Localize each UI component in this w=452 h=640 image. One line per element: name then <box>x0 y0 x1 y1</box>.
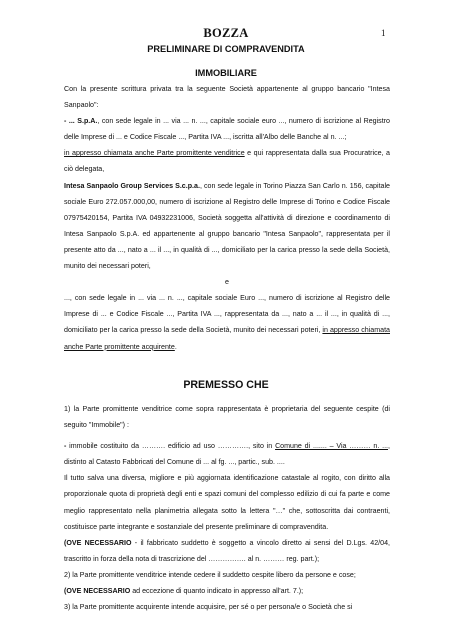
seller-company-details: , con sede legale in ... via ... n. ..., capitale sociale euro ..., numero di iscrizione al Registro delle Imprese di ... e Codice Fiscale ..., Partita IVA ..., iscritta all'Albo delle Banche al n. ...; <box>64 117 390 142</box>
draft-title: BOZZA <box>203 26 249 40</box>
exception-note <box>64 583 390 599</box>
property-bullet: - <box>64 442 67 451</box>
seller-company-name: - ... S.p.A. <box>64 117 98 126</box>
premises-section <box>64 401 390 615</box>
buyer-designation: in appresso chiamata anche Parte promittente acquirente <box>64 326 390 351</box>
premise-3: 3) la Parte promittente acquirente intende acquisire, per sé o per persona/e o Società che si <box>64 603 353 612</box>
conjunction: e <box>225 278 229 287</box>
proxy-company-paragraph <box>64 178 390 275</box>
buyer-period: . <box>174 342 177 351</box>
parties-section <box>64 81 390 355</box>
buyer-details: ..., con sede legale in ... via ... n. ..., capitale sociale Euro ..., numero di iscrizione al Registro delle Imprese di ... e Codice Fiscale ..., Partita IVA ..., rappresentata da ..., nato a ... il ..., in qualità di ..., domiciliato per la carica presso la sede della Società, munito dei necessari poteri, <box>64 294 390 335</box>
constraint-note-text: - il fabbricato suddetto è soggetto a vincolo diretto ai sensi del D.Lgs. 42/04, trascritto in forza della nota di trascrizione del ……………. al n. ……… reg. part.); <box>64 538 390 563</box>
contract-title: PRELIMINARE DI COMPRAVENDITA <box>147 44 305 54</box>
seller-designation: in appresso chiamata anche Parte promittente venditrice <box>64 149 245 158</box>
property-address: Comune di ....... – Via ……… n. ... <box>275 442 389 451</box>
property-type: immobile costituito da ………. edificio ad uso …………., sito in <box>66 442 276 451</box>
proxy-company-details: , con sede legale in Torino Piazza San Carlo n. 156, capitale sociale Euro 272.057.000,00, numero di iscrizione al Registro delle Imprese di Torino e Codice Fiscale 07975420154, Partita IVA 04932231006, Società soggetta all'attività di direzione e coordinamento di Intesa Sanpaolo S.p.A. ed appartenente al gruppo bancario "Intesa Sanpaolo", rappresentata per il presente atto da ..., nato a ... il ..., in qualità di ..., domiciliato per la carica presso la sede della Società, munito dei necessari poteri, <box>64 181 391 271</box>
constraint-note <box>64 535 390 567</box>
identification-paragraph: Il tutto salva una diversa, migliore e più aggiornata identificazione catastale al rogito, con diritto alla proporzionale quota di proprietà degli enti e spazi comuni del complesso edilizio di cui fa parte e come meglio rappresentato nella planimetria allegata sotto la lettera "…" che, sottoscritta dai contraenti, costituisce parte integrante e sostanziale del presente preliminare di compravendita. <box>64 474 390 531</box>
intro-paragraph: Con la presente scrittura privata tra la seguente Società appartenente al gruppo bancario "Intesa Sanpaolo": <box>64 85 390 110</box>
premesso-heading: PREMESSO CHE <box>183 379 269 391</box>
premise-2: 2) la Parte promittente venditrice intende cedere il suddetto cespite libero da persone e cose; <box>64 570 356 579</box>
proxy-company-name: Intesa Sanpaolo Group Services S.c.p.a. <box>64 181 200 190</box>
property-description <box>64 438 390 470</box>
constraint-note-label: (OVE NECESSARIO <box>64 538 132 547</box>
exception-note-label: (OVE NECESSARIO <box>64 587 131 596</box>
seller-company-paragraph <box>64 113 390 145</box>
page-number: 1 <box>381 28 386 38</box>
seller-designation-paragraph <box>64 145 390 177</box>
premise-1: 1) la Parte promittente venditrice come sopra rappresentata è proprietaria del seguente cespite (di seguito "Immobile") : <box>64 405 390 430</box>
seller-representation: e qui rappresentata dalla sua Procuratrice, a ciò delegata, <box>64 149 390 174</box>
contract-subtitle: IMMOBILIARE <box>195 68 257 78</box>
property-cadastral: , distinto al Catasto Fabbricati del Comune di ... al fg. ..., partic., sub. .... <box>64 442 391 467</box>
exception-note-text: ad eccezione di quanto indicato in appresso all'art. 7.); <box>130 587 304 596</box>
buyer-paragraph <box>64 290 390 354</box>
